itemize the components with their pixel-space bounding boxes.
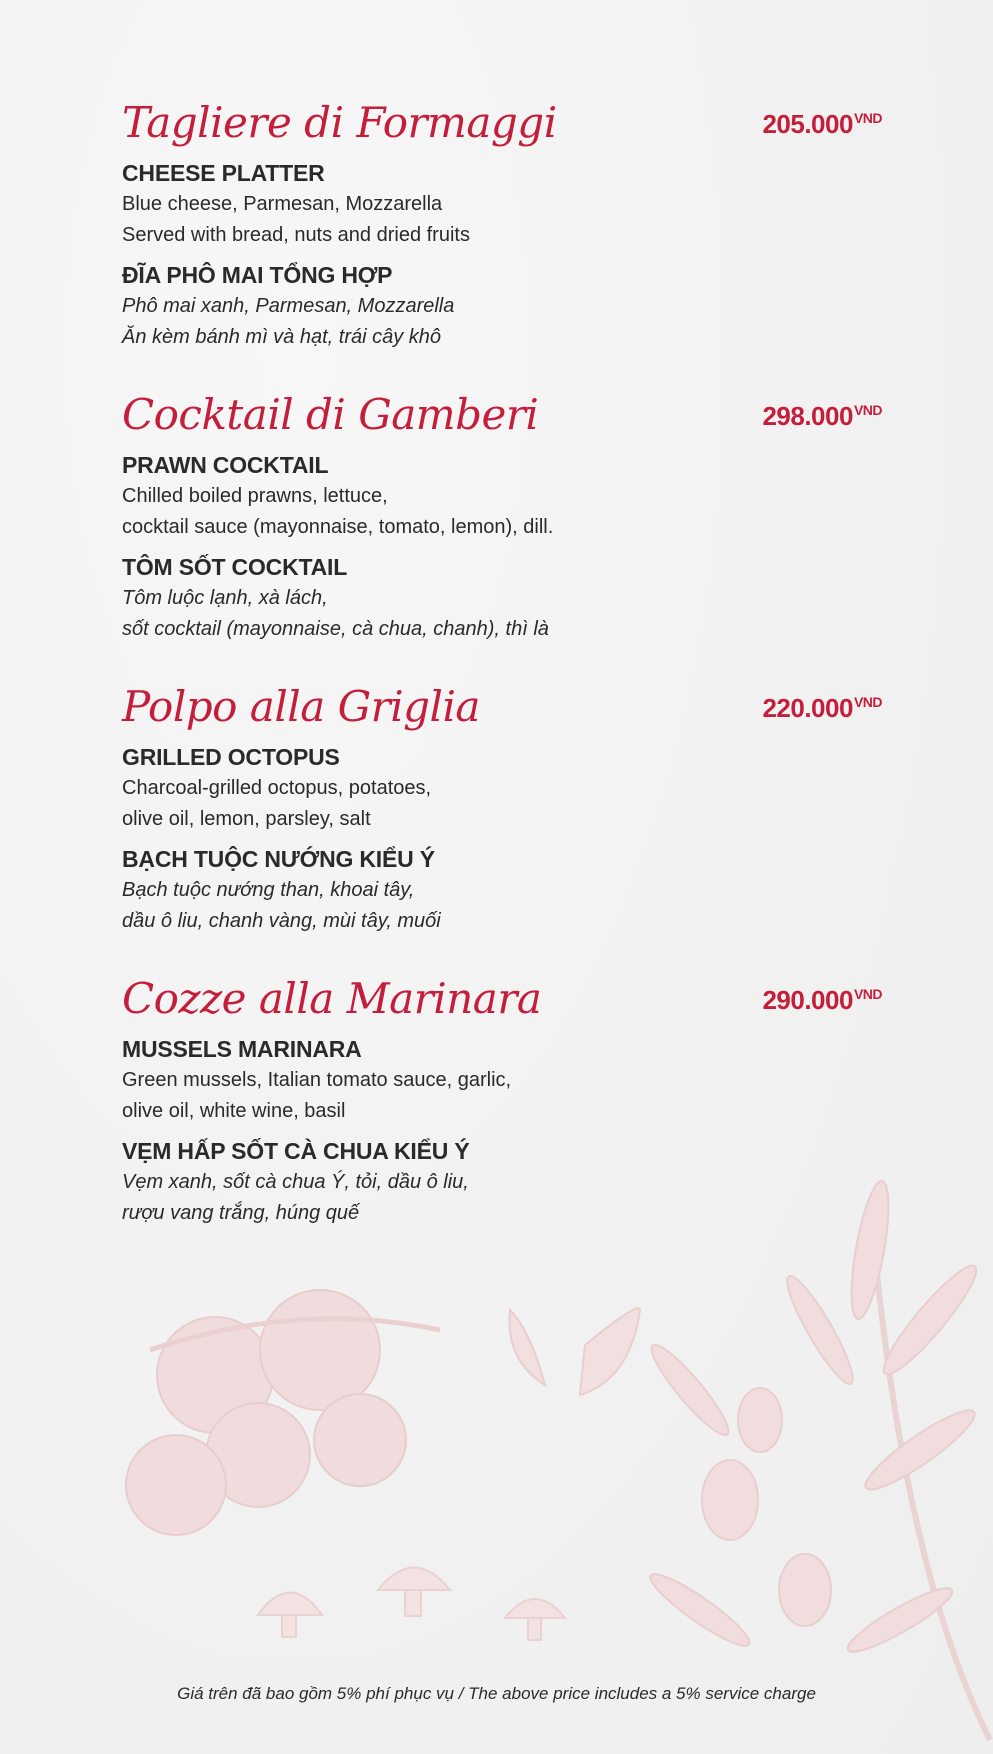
item-vietnamese-desc-line: Bạch tuộc nướng than, khoai tây, <box>122 879 415 901</box>
price-value: 205.000 <box>762 109 853 139</box>
item-english-desc-line: olive oil, lemon, parsley, salt <box>122 808 371 830</box>
menu-item-prawn-cocktail <box>122 387 882 645</box>
item-price <box>762 985 882 1016</box>
price-value: 220.000 <box>762 693 853 723</box>
item-italian-name: Polpo alla Griglia <box>122 682 480 731</box>
basil-leaf-illustration <box>509 1308 640 1395</box>
item-italian-name: Cozze alla Marinara <box>122 974 542 1023</box>
price-currency: VND <box>853 986 882 1002</box>
price-value: 290.000 <box>762 985 853 1015</box>
service-charge-note: Giá trên đã bao gồm 5% phí phục vụ / The above price includes a 5% service charge <box>177 1684 816 1703</box>
item-price <box>762 693 882 724</box>
item-vietnamese-desc-line: Vẹm xanh, sốt cà chua Ý, tỏi, dầu ô liu, <box>122 1171 469 1193</box>
item-vietnamese-desc-line: Ăn kèm bánh mì và hạt, trái cây khô <box>122 326 442 348</box>
item-vietnamese-desc-line: sốt cocktail (mayonnaise, cà chua, chanh), thì là <box>122 618 549 640</box>
item-english-desc-line: olive oil, white wine, basil <box>122 1100 346 1122</box>
olive-branch-illustration <box>644 1179 990 1740</box>
item-vietnamese-desc-line: rượu vang trắng, húng quế <box>122 1202 360 1224</box>
item-vietnamese-title: BẠCH TUỘC NƯỚNG KIỂU Ý <box>122 846 435 872</box>
item-english-desc-line: Charcoal-grilled octopus, potatoes, <box>122 777 432 799</box>
item-price <box>762 401 882 432</box>
item-price <box>762 109 882 140</box>
item-vietnamese-desc-line: Tôm luộc lạnh, xà lách, <box>122 587 328 609</box>
item-english-title: MUSSELS MARINARA <box>122 1036 362 1062</box>
item-vietnamese-title: VẸM HẤP SỐT CÀ CHUA KIỂU Ý <box>122 1138 470 1164</box>
price-currency: VND <box>853 402 882 418</box>
item-english-desc-line: Blue cheese, Parmesan, Mozzarella <box>122 193 443 215</box>
menu-item-cheese-platter <box>122 95 882 353</box>
price-value: 298.000 <box>762 401 853 431</box>
item-vietnamese-desc-line: dầu ô liu, chanh vàng, mùi tây, muối <box>122 910 441 932</box>
item-vietnamese-title: ĐĨA PHÔ MAI TỔNG HỢP <box>122 262 393 288</box>
item-english-desc-line: Green mussels, Italian tomato sauce, garlic, <box>122 1069 512 1091</box>
item-vietnamese-desc-line: Phô mai xanh, Parmesan, Mozzarella <box>122 295 455 317</box>
item-english-title: CHEESE PLATTER <box>122 160 325 186</box>
item-english-desc-line: cocktail sauce (mayonnaise, tomato, lemon), dill. <box>122 516 554 538</box>
item-english-title: GRILLED OCTOPUS <box>122 744 340 770</box>
mushroom-illustration <box>258 1568 565 1641</box>
menu-item-mussels-marinara <box>122 971 882 1229</box>
menu-item-grilled-octopus <box>122 679 882 937</box>
item-italian-name: Cocktail di Gamberi <box>122 390 539 439</box>
item-english-desc-line: Chilled boiled prawns, lettuce, <box>122 485 388 507</box>
item-vietnamese-title: TÔM SỐT COCKTAIL <box>122 554 348 580</box>
price-currency: VND <box>853 694 882 710</box>
price-currency: VND <box>853 110 882 126</box>
tomato-vine-illustration <box>126 1290 440 1535</box>
item-italian-name: Tagliere di Formaggi <box>122 98 557 147</box>
item-english-desc-line: Served with bread, nuts and dried fruits <box>122 224 470 246</box>
item-english-title: PRAWN COCKTAIL <box>122 452 329 478</box>
